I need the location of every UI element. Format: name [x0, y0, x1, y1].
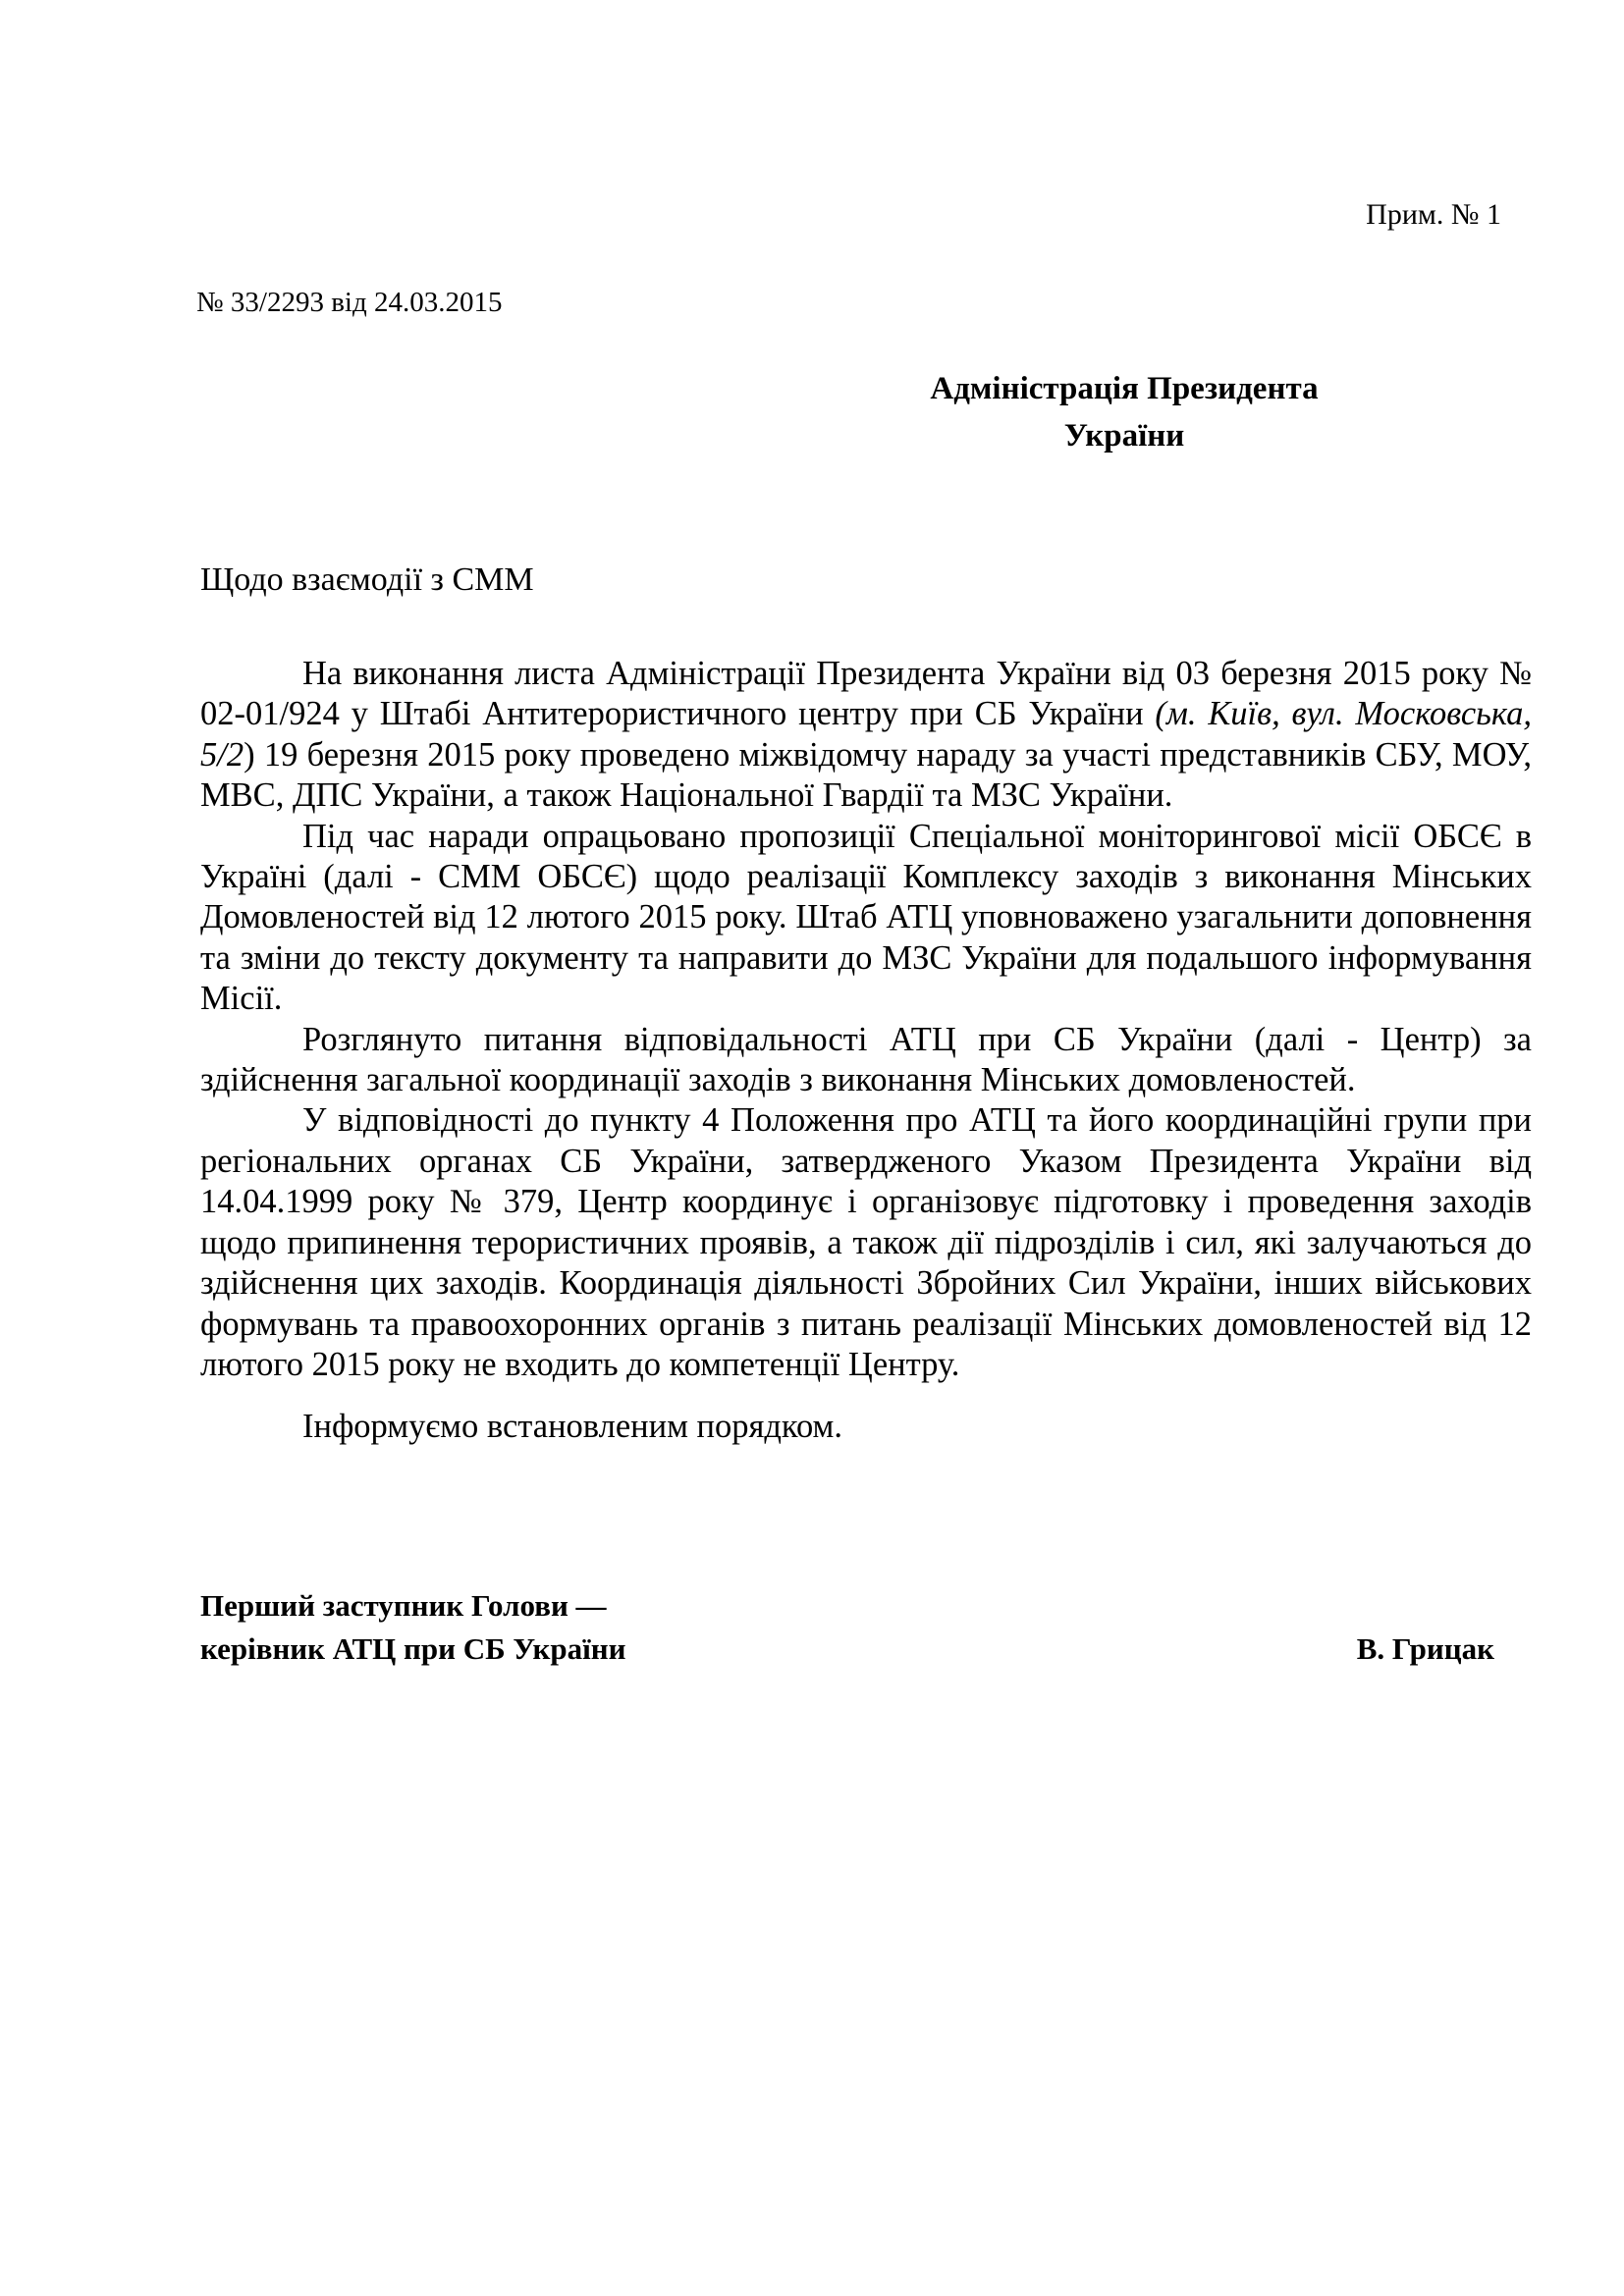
addressee-line-1: Адміністрація Президента [930, 371, 1319, 406]
signatory-title-1: Перший заступник Голови — [200, 1588, 607, 1623]
signature-line [200, 1628, 1494, 1671]
addressee-line-2: України [1063, 418, 1185, 454]
addressee-block [913, 365, 1335, 459]
body-paragraph-2: Під час наради опрацьовано пропозиції Спеціальної моніторингової місії ОБСЄ в Україні (далі - СММ ОБСЄ) щодо реалізації Комплексу заходів з виконання Мінських Домовленостей від 12 лютого 2015 року. Штаб АТЦ уповноважено узагальнити доповнення та зміни до тексту документу та направити до МЗС України для подальшого інформування Місії. [200, 817, 1532, 1018]
closing-line: Інформуємо встановленим порядком. [302, 1408, 842, 1446]
body-paragraph-1-text-a: На виконання листа Адміністрації Президента України від 03 березня 2015 року № 02-01/924 у Штабі Антитерористичного центру при СБ України [200, 655, 1532, 733]
signature-block [200, 1584, 1494, 1671]
body-paragraph-3: Розглянуто питання відповідальності АТЦ при СБ України (далі - Центр) за здійснення загальної координації заходів з виконання Мінських домовленостей. [200, 1020, 1532, 1099]
letter-subject: Щодо взаємодії з СММ [200, 561, 534, 598]
outgoing-reference: № 33/2293 від 24.03.2015 [196, 287, 503, 318]
body-paragraph-1 [200, 654, 1532, 817]
body-paragraph-1-address: (м. Київ, вул. Московська, 5/2 [200, 695, 1532, 774]
annex-number: Прим. № 1 [1366, 198, 1501, 231]
letter-body [200, 654, 1532, 1448]
body-paragraph-4: У відповідності до пункту 4 Положення про АТЦ та його координаційні групи при регіональних органах СБ України, затвердженого Указом Президента України від 14.04.1999 року № 379, Центр координує і організовує підготовку і проведення заходів щодо припинення терористичних проявів, а також дії підрозділів і сил, які залучаються до здійснення цих заходів. Координація діяльності Збройних Сил України, інших військових формувань та правоохоронних органів з питань реалізації Мінських домовленостей від 12 лютого 2015 року не входить до компетенції Центру. [200, 1101, 1532, 1383]
signatory-name: В. Грицак [1356, 1631, 1494, 1666]
signatory-title-2: керівник АТЦ при СБ України [200, 1631, 626, 1666]
body-paragraph-1-text-b: ) 19 березня 2015 року проведено міжвідомчу нараду за участі представників СБУ, МОУ, МВС, ДПС України, а також Національної Гвардії та МЗС України. [200, 735, 1532, 815]
